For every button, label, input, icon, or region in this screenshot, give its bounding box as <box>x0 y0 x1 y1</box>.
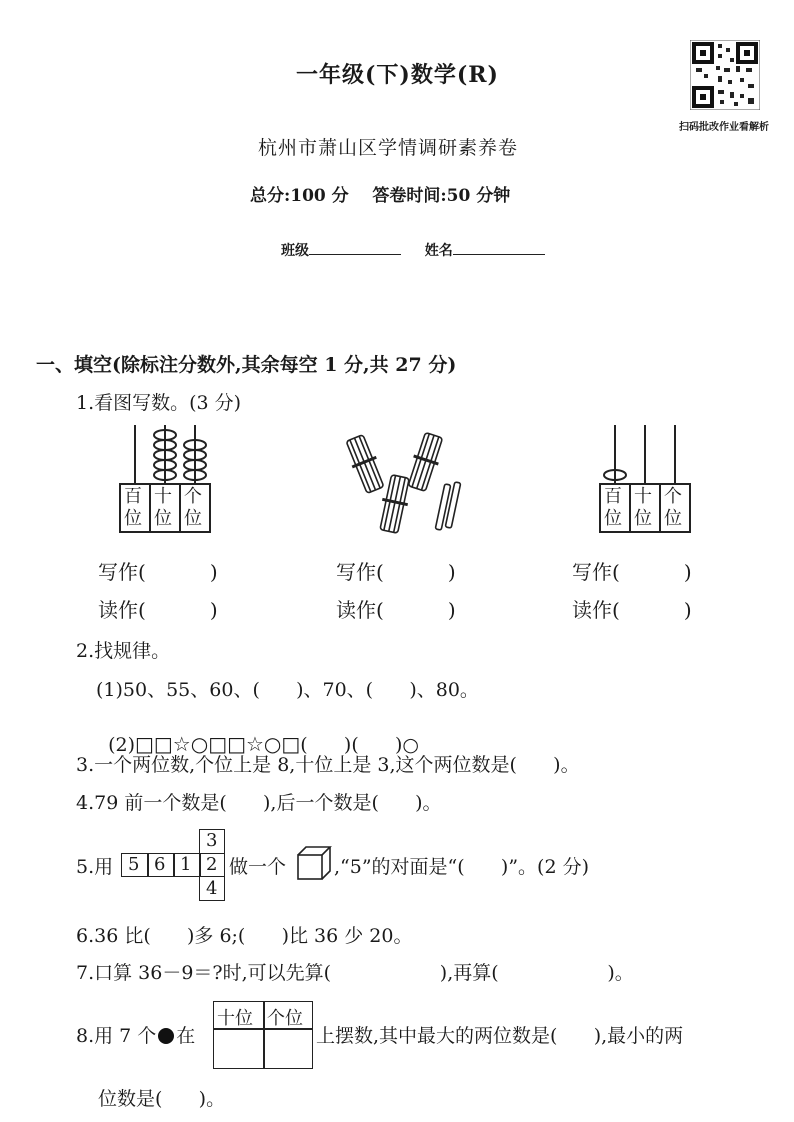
cube-icon <box>296 845 332 881</box>
question-5-prefix: 5.用 <box>76 856 114 878</box>
page-title: 一年级(下)数学(R) <box>296 62 499 88</box>
question-4[interactable]: 4.79 前一个数是( ),后一个数是( )。 <box>76 792 442 814</box>
net-digit: 4 <box>206 878 218 899</box>
net-digit: 3 <box>206 830 218 851</box>
question-5-middle: 做一个 <box>229 856 287 878</box>
read-answer-1[interactable]: 读作( ) <box>98 598 218 622</box>
place-value-table <box>213 1001 313 1069</box>
read-answer-3[interactable]: 读作( ) <box>572 598 692 622</box>
abacus-1-label-ones: 个位 <box>184 486 202 529</box>
abacus-2-label-tens: 十位 <box>634 486 652 529</box>
shape-pattern: □□☆○□□☆○□ <box>135 732 301 756</box>
abacus-2-label-hundreds: 百位 <box>604 486 622 529</box>
score-info: 总分:100 分 答卷时间:50 分钟 <box>250 186 511 206</box>
table-header-tens: 十位 <box>217 1008 253 1029</box>
question-6[interactable]: 6.36 比( )多 6;( )比 36 少 20。 <box>76 925 413 947</box>
write-answer-2[interactable]: 写作( ) <box>336 560 456 584</box>
stick-bundles-illustration <box>340 432 470 542</box>
name-field[interactable] <box>453 240 545 255</box>
write-answer-1[interactable]: 写作( ) <box>98 560 218 584</box>
read-answer-2[interactable]: 读作( ) <box>336 598 456 622</box>
table-header-ones: 个位 <box>267 1008 303 1029</box>
question-2-part-2[interactable]: (2)□□☆○□□☆○□( )( )○ <box>108 732 419 756</box>
class-field[interactable] <box>309 240 401 255</box>
counter-dot-icon <box>158 1028 174 1044</box>
question-3[interactable]: 3.一个两位数,个位上是 8,十位上是 3,这个两位数是( )。 <box>76 754 580 776</box>
write-answer-3[interactable]: 写作( ) <box>572 560 692 584</box>
question-1: 1.看图写数。(3 分) <box>76 392 242 414</box>
page-subtitle: 杭州市萧山区学情调研素养卷 <box>258 137 519 159</box>
question-2: 2.找规律。 <box>76 640 171 662</box>
qr-caption: 扫码批改作业看解析 <box>679 122 769 133</box>
class-name-row <box>281 240 545 260</box>
name-label: 姓名 <box>424 243 453 259</box>
net-digit: 1 <box>180 854 192 875</box>
question-8-suffix[interactable]: 上摆数,其中最大的两位数是( ),最小的两 <box>316 1025 684 1047</box>
question-8-prefix: 8.用 7 个 在 <box>76 1025 196 1047</box>
question-7[interactable]: 7.口算 36－9＝?时,可以先算( ),再算( )。 <box>76 962 634 984</box>
question-8-line-2[interactable]: 位数是( )。 <box>98 1088 226 1110</box>
class-label: 班级 <box>281 243 309 259</box>
net-digit: 5 <box>128 854 140 875</box>
qr-code-icon <box>690 40 760 110</box>
qr-code <box>690 40 760 110</box>
abacus-1-label-tens: 十位 <box>154 486 172 529</box>
cube-net <box>121 827 227 903</box>
section-title: 一、填空(除标注分数外,其余每空 1 分,共 27 分) <box>36 354 457 376</box>
abacus-2-label-ones: 个位 <box>664 486 682 529</box>
question-5-suffix[interactable]: ,“5”的对面是“( )”。(2 分) <box>334 856 589 878</box>
question-2-part-1[interactable]: (1)50、55、60、( )、70、( )、80。 <box>96 679 479 701</box>
abacus-1-label-hundreds: 百位 <box>124 486 142 529</box>
net-digit: 6 <box>154 854 166 875</box>
net-digit: 2 <box>206 854 218 875</box>
